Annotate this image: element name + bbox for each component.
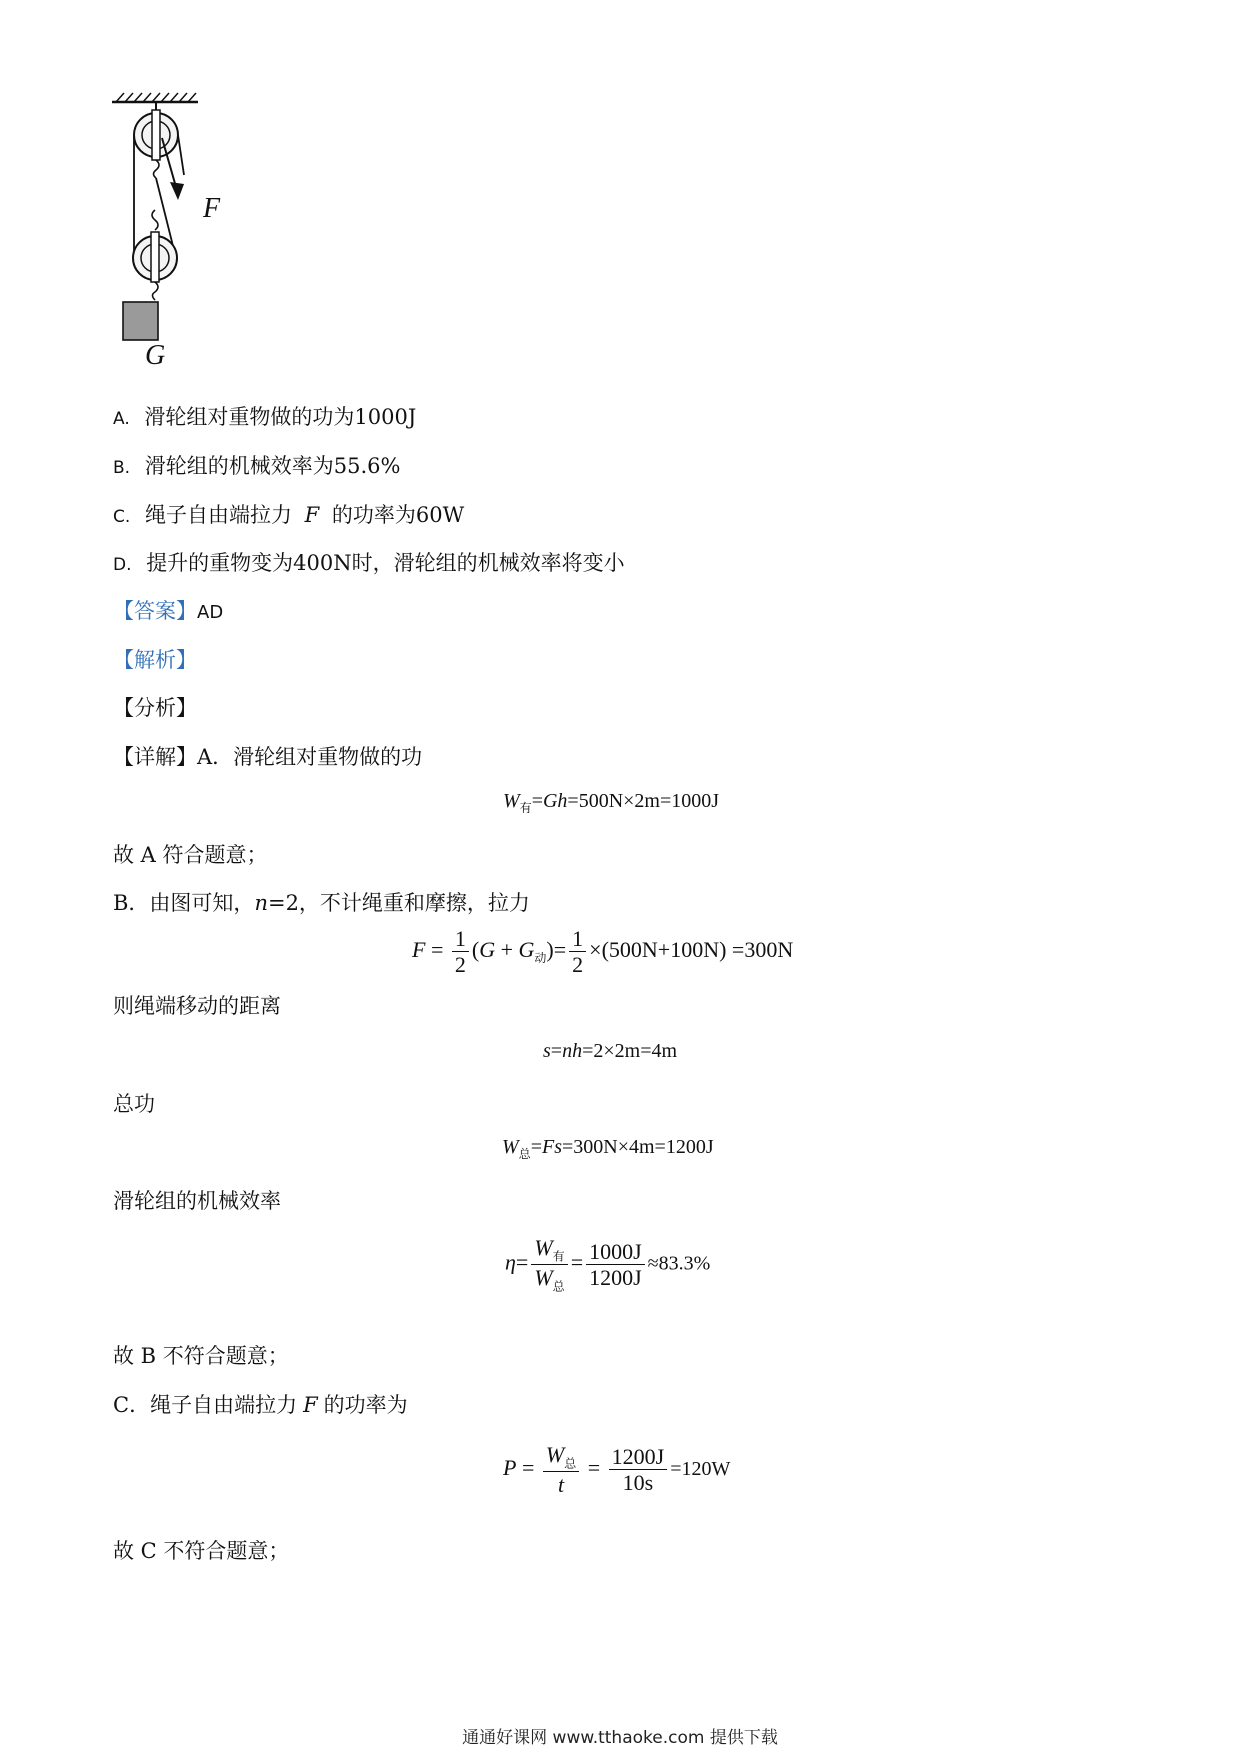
b-intro-pre: B．由图可知， <box>113 891 255 915</box>
eq-var: G <box>542 790 558 812</box>
eq-sign: = <box>430 936 444 962</box>
frac-num <box>531 1235 567 1265</box>
detail-tag: 【详解】 <box>113 745 197 769</box>
option-text: 滑轮组对重物做的功为1000J <box>144 405 417 429</box>
eq-rest: ≈83.3% <box>647 1252 711 1275</box>
answer-value: AD <box>197 602 224 623</box>
detail-intro: A．滑轮组对重物做的功 <box>197 745 423 769</box>
weight-label: G <box>145 340 166 371</box>
equation-distance: s=nh=2×2m=4m <box>543 1040 678 1062</box>
equation-force: F = $\frac{1}{2}$ $(G + G_动)=$ $\frac{1}{2}$ ×(500N+100N) =300N <box>412 926 794 978</box>
eq-sub: 有 <box>519 801 532 815</box>
c-intro-pre: C．绳子自由端拉力 <box>113 1393 298 1417</box>
b-intro <box>113 887 530 917</box>
page-footer: 通通好课网 www.tthaoke.com 提供下载 <box>462 1728 778 1748</box>
eq-var: F <box>412 936 426 962</box>
frac-den <box>531 1265 567 1294</box>
eq-var: s <box>543 1040 551 1062</box>
eq-var: t <box>557 1472 565 1498</box>
option-a <box>113 401 416 431</box>
option-letter: A. <box>113 409 130 429</box>
eq-var: W <box>503 790 520 812</box>
eq-var: F <box>303 1393 318 1417</box>
conclusion-b: 故 B 不符合题意； <box>113 1344 289 1368</box>
option-letter: B. <box>113 458 131 478</box>
eq-rest: =120W <box>670 1457 731 1480</box>
option-text: 滑轮组的机械效率为55.6% <box>144 454 401 478</box>
analysis-tag: 【解析】 <box>113 648 197 672</box>
frac-num: 1 <box>452 926 469 952</box>
eq-var: W <box>534 1235 553 1260</box>
eq-var: h <box>572 1040 583 1062</box>
equation-efficiency: η= $\frac{W_有}{W_总}$ = $\frac{1000J}{1200J}$ ≈83.3% <box>505 1235 711 1294</box>
equation-total-work: $W_总=Fs=300N\times 4m=1200J$ <box>502 1136 714 1161</box>
frac-den <box>555 1472 567 1497</box>
total-intro: 总功 <box>113 1092 155 1116</box>
option-d <box>113 547 625 577</box>
eq-var: n <box>562 1040 573 1062</box>
frac-den: 10s <box>622 1470 654 1496</box>
eq-rest: (500N+100N) =300N <box>601 936 794 962</box>
eq-var: h <box>557 790 568 812</box>
fraction-power <box>543 1442 579 1497</box>
frac-den: 2 <box>454 952 466 978</box>
fraction-half <box>452 926 469 978</box>
eq-sub: 有 <box>552 1249 565 1264</box>
frac-den: 1200J <box>589 1265 642 1291</box>
frac-num: 1200J <box>609 1444 668 1470</box>
option-text: 提升的重物变为400N时，滑轮组的机械效率将变小 <box>146 551 625 575</box>
eq-var: W <box>502 1136 519 1158</box>
frac-num <box>543 1442 579 1472</box>
eq-var: F <box>541 1136 555 1158</box>
equation-power: P = $\frac{W_总}{t}$ = $\frac{1200J}{10s}$ =120W <box>503 1442 731 1498</box>
answer-line <box>113 595 223 625</box>
eq-sub: 总 <box>518 1147 531 1161</box>
option-b <box>113 450 400 480</box>
eq-var: P <box>503 1454 517 1480</box>
fraction-values <box>609 1444 668 1496</box>
force-label: F <box>203 193 221 224</box>
eq-var: W <box>534 1265 553 1291</box>
c-intro <box>113 1389 408 1419</box>
conclusion-c: 故 C 不符合题意； <box>113 1539 290 1563</box>
equation-useful-work: $W_有=Gh=500N\times 2m=1000J$ <box>503 790 720 815</box>
fraction-half <box>569 926 586 978</box>
conclusion-a: 故 A 符合题意； <box>113 843 268 867</box>
eq-var: G <box>518 936 535 962</box>
eq-var: η <box>505 1249 516 1275</box>
c-intro-post: 的功率为 <box>323 1393 408 1417</box>
fraction-work <box>531 1235 567 1294</box>
option-letter: C. <box>113 507 131 527</box>
eq-sub: 总 <box>552 1279 565 1294</box>
eq-var: s <box>554 1136 562 1158</box>
fraction-values <box>586 1239 645 1291</box>
eq-var: W <box>545 1442 565 1467</box>
eq-times: × <box>589 936 602 962</box>
frac-den: 2 <box>572 952 584 978</box>
eq-rest: =500N×2m=1000J <box>567 790 720 812</box>
fenxi-tag: 【分析】 <box>113 696 197 720</box>
eq-rest: =2×2m=4m <box>582 1040 678 1062</box>
option-letter: D. <box>113 555 132 575</box>
option-text-post: 的功率为60W <box>331 503 465 527</box>
option-text-pre: 绳子自由端拉力 <box>144 503 292 527</box>
eq-sub: 总 <box>564 1456 577 1471</box>
frac-num: 1000J <box>586 1239 645 1265</box>
option-c <box>113 499 464 529</box>
eq-var: G <box>479 936 496 962</box>
eq-rest: =300N×4m=1200J <box>561 1136 714 1158</box>
eq-var: n <box>254 891 268 915</box>
detail-line <box>113 741 422 771</box>
distance-intro: 则绳端移动的距离 <box>113 994 281 1018</box>
b-intro-post: =2，不计绳重和摩擦，拉力 <box>267 891 530 915</box>
efficiency-intro: 滑轮组的机械效率 <box>113 1189 281 1213</box>
answer-tag: 【答案】 <box>113 599 197 623</box>
option-var: F <box>304 503 320 527</box>
eq-sub: 动 <box>534 951 547 966</box>
frac-num: 1 <box>569 926 586 952</box>
